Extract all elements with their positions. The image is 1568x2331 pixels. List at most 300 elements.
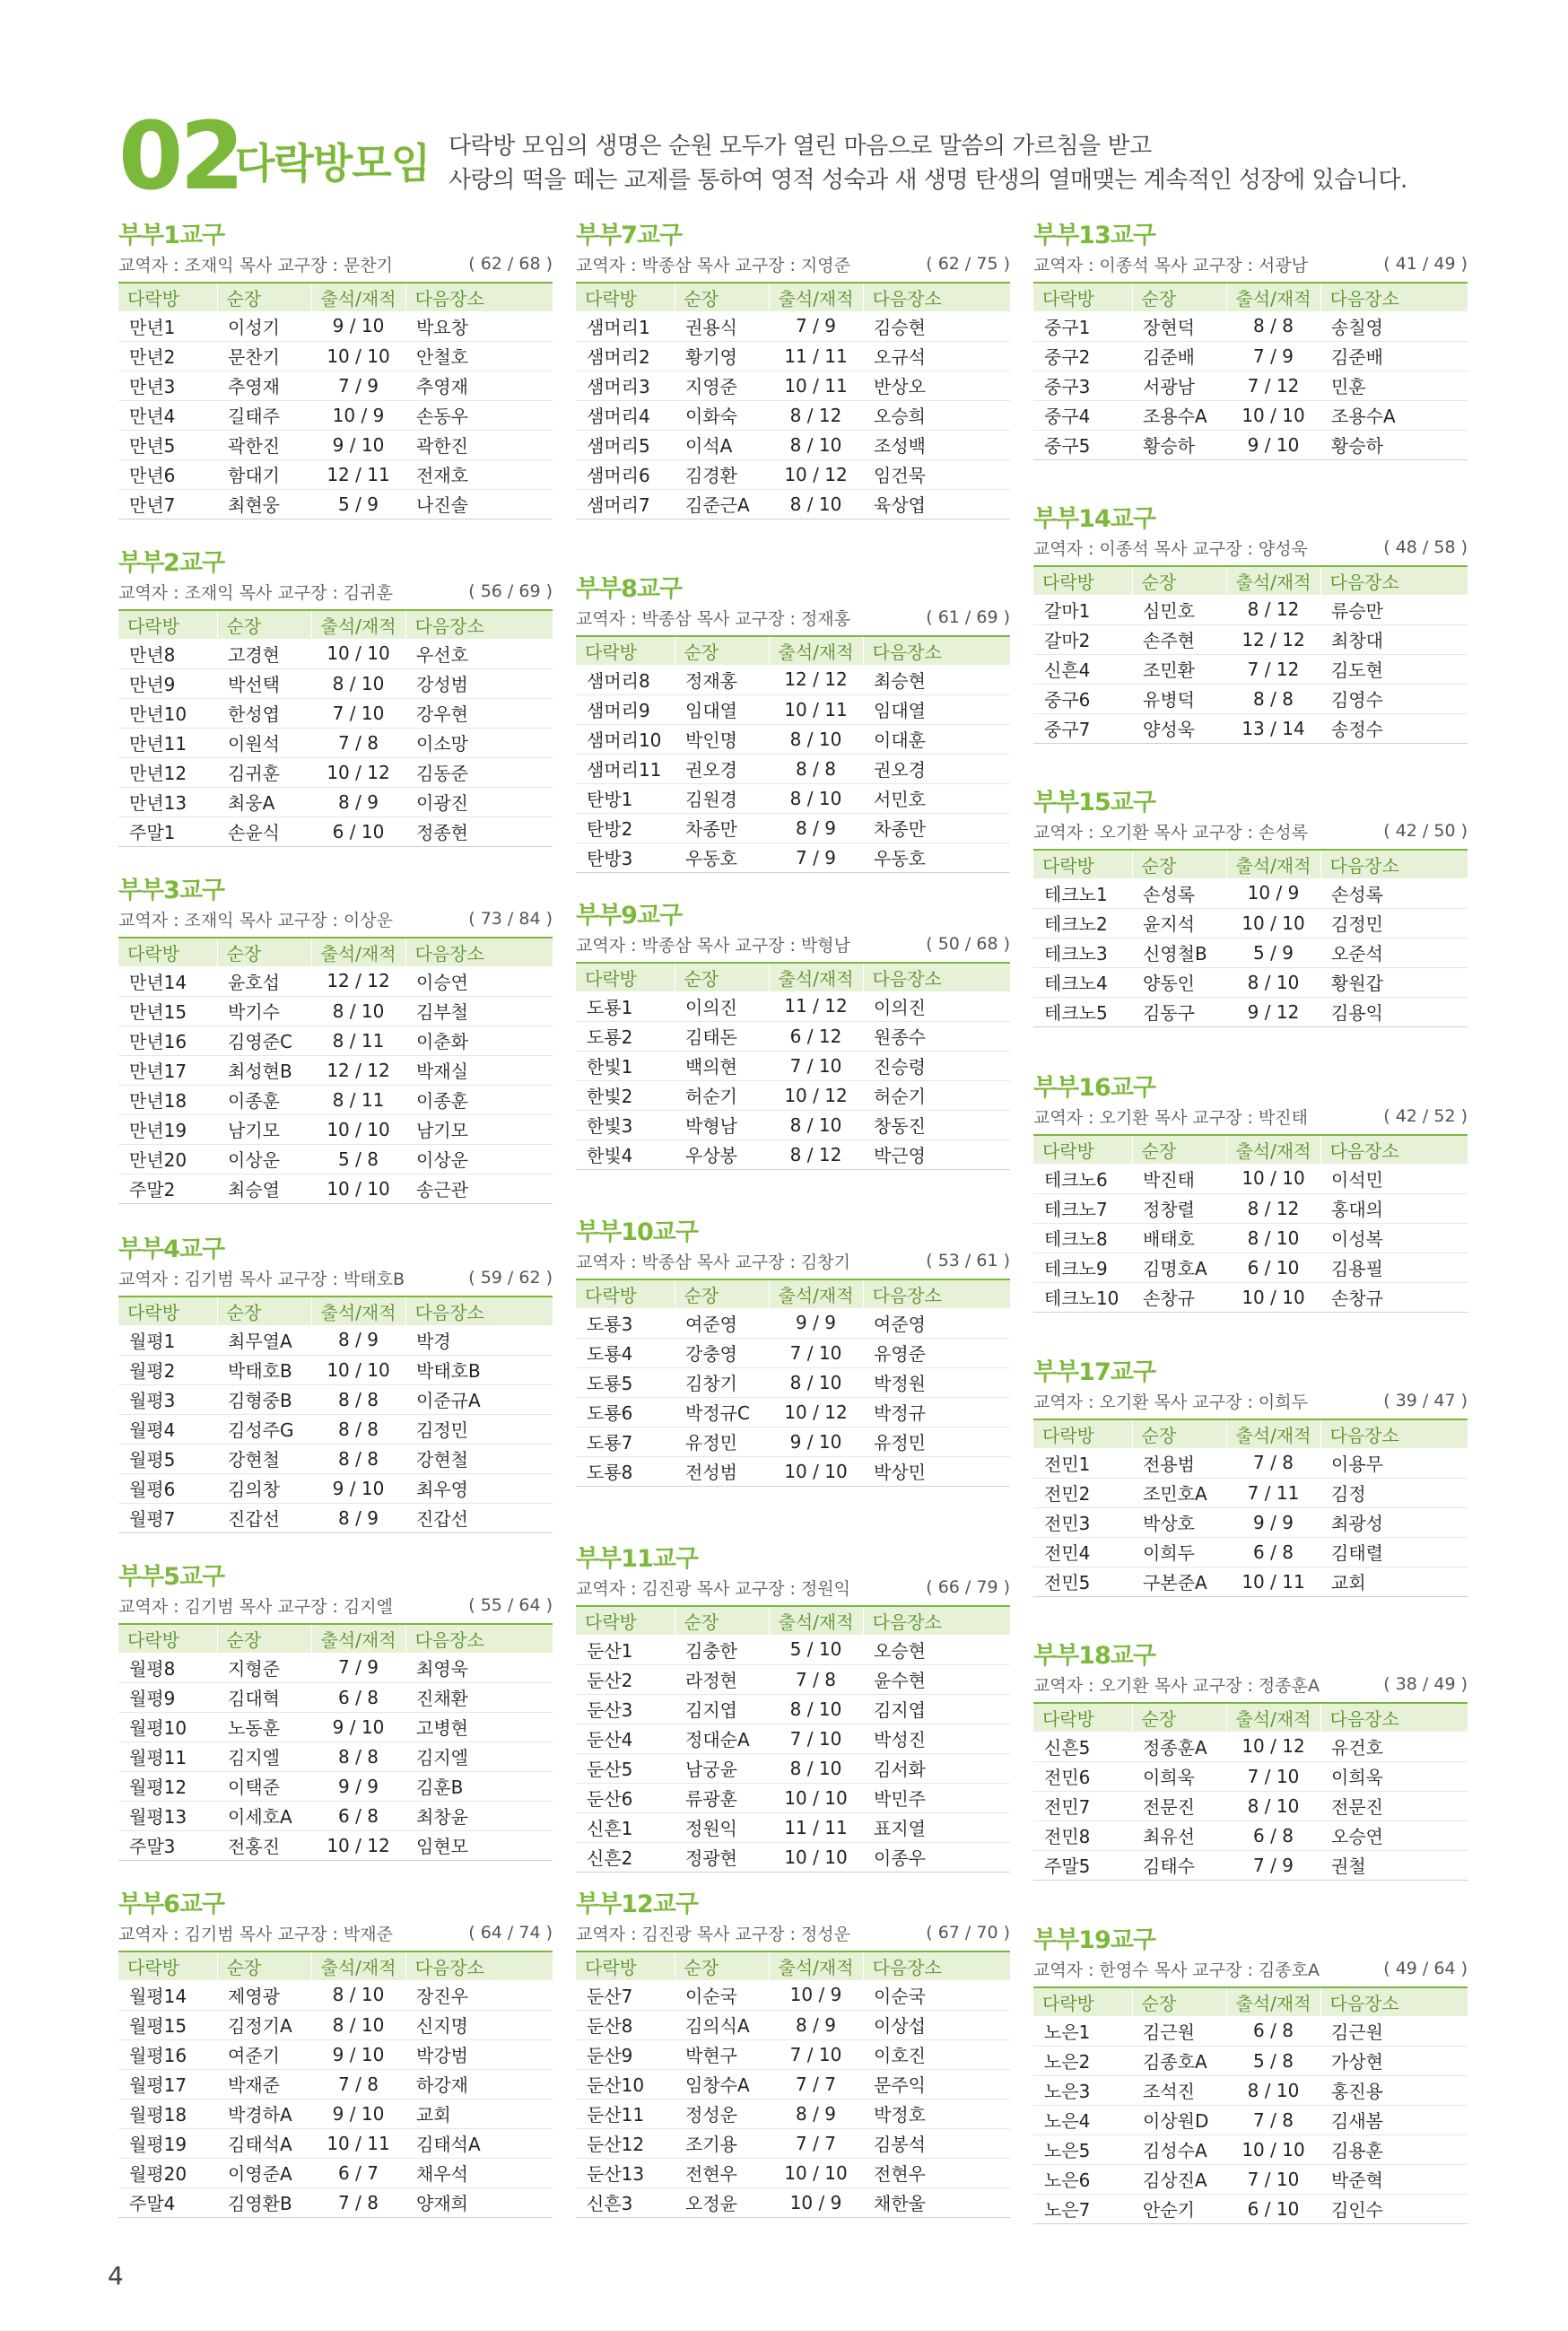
darakbang-cell: 월평14 [118, 1980, 217, 2010]
darakbang-cell: 테크노8 [1033, 1223, 1132, 1253]
leader-cell: 권용식 [675, 311, 769, 341]
next-place-cell: 우동호 [863, 842, 1010, 872]
table-row [576, 813, 1010, 842]
table-row [118, 371, 553, 400]
column-header: 출석/재적 [769, 1279, 863, 1308]
table-row [1033, 908, 1468, 938]
next-place-cell: 송정수 [1320, 713, 1468, 743]
leader-cell: 임대열 [675, 694, 769, 724]
intro-line-2: 사랑의 떡을 떼는 교제를 통하여 영적 성숙과 새 생명 탄생의 열매맺는 계속적인 성장에 있습니다. [449, 167, 1407, 194]
column-header: 다음장소 [863, 283, 1010, 311]
attendance-cell: 7 / 9 [1226, 1850, 1320, 1880]
leader-cell: 장현덕 [1132, 311, 1226, 341]
column-header: 출석/재적 [311, 1951, 405, 1980]
attendance-cell: 5 / 9 [311, 489, 405, 519]
table-row [576, 1110, 1010, 1139]
next-place-cell: 권철 [1320, 1850, 1468, 1880]
attendance-cell: 8 / 9 [769, 813, 863, 842]
darakbang-cell: 월평1 [118, 1325, 217, 1355]
column-header: 다음장소 [1320, 1419, 1468, 1448]
district-info [1033, 1672, 1468, 1697]
leader-cell: 강현철 [217, 1444, 311, 1473]
column-header: 다락방 [576, 636, 675, 665]
attendance-cell: 8 / 8 [1226, 311, 1320, 341]
district-info [1033, 1104, 1468, 1129]
leader-cell: 이의진 [675, 991, 769, 1021]
table-row [576, 2039, 1010, 2069]
next-place-cell: 김서화 [863, 1753, 1010, 1783]
darakbang-cell: 만년17 [118, 1055, 217, 1085]
table-row [118, 1682, 553, 1712]
next-place-cell: 박강범 [405, 2039, 553, 2069]
page-number: 4 [108, 2261, 124, 2291]
attendance-cell: 8 / 10 [1226, 967, 1320, 997]
leader-cell: 조용수A [1132, 400, 1226, 430]
next-place-cell: 박정원 [863, 1367, 1010, 1397]
attendance-cell: 10 / 9 [769, 1980, 863, 2010]
darakbang-cell: 중구1 [1033, 311, 1132, 341]
leader-cell: 곽한진 [217, 430, 311, 459]
darakbang-cell: 테크노10 [1033, 1282, 1132, 1312]
next-place-cell: 오준석 [1320, 938, 1468, 967]
leader-cell: 최승열 [217, 1174, 311, 1203]
leader-cell: 이종훈 [217, 1085, 311, 1114]
column-header: 다락방 [576, 283, 675, 311]
table-row [576, 459, 1010, 489]
darakbang-cell: 중구2 [1033, 341, 1132, 371]
table-row [576, 1338, 1010, 1367]
darakbang-cell: 테크노1 [1033, 878, 1132, 908]
column-header: 다락방 [118, 1296, 217, 1325]
attendance-cell: 7 / 10 [769, 1051, 863, 1080]
district-attendance-ratio: ( 42 / 52 ) [1383, 1106, 1468, 1126]
attendance-cell: 10 / 10 [311, 1114, 405, 1144]
next-place-cell: 최승현 [863, 665, 1010, 694]
table-row [118, 1414, 553, 1444]
attendance-cell: 7 / 12 [1226, 654, 1320, 684]
next-place-cell: 오규석 [863, 341, 1010, 371]
table-row [118, 1144, 553, 1174]
darakbang-cell: 월평20 [118, 2158, 217, 2187]
leader-cell: 김창기 [675, 1367, 769, 1397]
table-row [576, 2099, 1010, 2128]
next-place-cell: 최영욱 [405, 1653, 553, 1682]
next-place-cell: 박성진 [863, 1724, 1010, 1753]
table-row [1033, 2016, 1468, 2046]
table-row [118, 2039, 553, 2069]
darakbang-cell: 샘머리3 [576, 371, 675, 400]
table-row [576, 1427, 1010, 1456]
attendance-cell: 8 / 9 [311, 1325, 405, 1355]
darakbang-cell: 월평3 [118, 1384, 217, 1414]
district-title: 부부13교구 [1033, 222, 1155, 249]
district-attendance-ratio: ( 62 / 75 ) [926, 254, 1010, 274]
district-table [576, 1279, 1010, 1487]
table-row [118, 757, 553, 787]
leader-cell: 김영준C [217, 1026, 311, 1055]
district-attendance-ratio: ( 59 / 62 ) [468, 1268, 553, 1288]
leader-cell: 이원석 [217, 728, 311, 757]
next-place-cell: 이석민 [1320, 1164, 1468, 1193]
darakbang-cell: 둔산11 [576, 2099, 675, 2128]
leader-cell: 손윤식 [217, 816, 311, 846]
column-header: 순장 [1132, 1419, 1226, 1448]
district-title: 부부14교구 [1033, 505, 1155, 533]
attendance-cell: 9 / 10 [311, 2099, 405, 2128]
attendance-cell: 9 / 10 [311, 311, 405, 341]
section-header [118, 101, 1464, 214]
column-header: 출석/재적 [769, 1951, 863, 1980]
darakbang-cell: 테크노7 [1033, 1193, 1132, 1223]
table-row [1033, 713, 1468, 743]
attendance-cell: 8 / 8 [769, 754, 863, 783]
next-place-cell: 박정호 [863, 2099, 1010, 2128]
table-row [1033, 684, 1468, 713]
attendance-cell: 10 / 12 [311, 757, 405, 787]
leader-cell: 김태수 [1132, 1850, 1226, 1880]
table-row [1033, 1732, 1468, 1761]
next-place-cell: 김인수 [1320, 2194, 1468, 2223]
table-row [1033, 1537, 1468, 1567]
column-header: 다음장소 [863, 963, 1010, 991]
darakbang-cell: 테크노5 [1033, 997, 1132, 1026]
darakbang-cell: 샘머리9 [576, 694, 675, 724]
table-row [1033, 2135, 1468, 2164]
district-title: 부부19교구 [1033, 1926, 1155, 1954]
attendance-cell: 12 / 11 [311, 459, 405, 489]
column-header: 출석/재적 [311, 938, 405, 966]
attendance-cell: 10 / 10 [769, 2158, 863, 2187]
leader-cell: 김동구 [1132, 997, 1226, 1026]
district-staff: 교역자 : 조재익 목사 교구장 : 이상운 [118, 910, 393, 930]
district-18 [1033, 1641, 1468, 1881]
district-info [576, 1920, 1010, 1945]
darakbang-cell: 둔산3 [576, 1694, 675, 1724]
district-17 [1033, 1358, 1468, 1597]
attendance-cell: 7 / 10 [1226, 2164, 1320, 2194]
district-9 [576, 901, 1010, 1170]
table-header-row [576, 1606, 1010, 1635]
district-table [118, 282, 553, 519]
column-header: 다락방 [118, 1624, 217, 1653]
district-15 [1033, 788, 1468, 1027]
table-row [576, 1783, 1010, 1812]
darakbang-cell: 만년8 [118, 639, 217, 668]
column-header: 다락방 [1033, 1419, 1132, 1448]
column-header: 출석/재적 [1226, 1703, 1320, 1732]
column-header: 다음장소 [1320, 283, 1468, 311]
attendance-cell: 10 / 9 [769, 2187, 863, 2217]
leader-cell: 이영준A [217, 2158, 311, 2187]
leader-cell: 박선택 [217, 668, 311, 698]
leader-cell: 백의현 [675, 1051, 769, 1080]
leader-cell: 김충한 [675, 1635, 769, 1664]
leader-cell: 김태돈 [675, 1021, 769, 1051]
next-place-cell: 이종훈 [405, 1085, 553, 1114]
darakbang-cell: 둔산10 [576, 2069, 675, 2099]
district-info [118, 906, 553, 931]
next-place-cell: 김동준 [405, 757, 553, 787]
next-place-cell: 표지열 [863, 1812, 1010, 1842]
next-place-cell: 이종우 [863, 1842, 1010, 1872]
table-row [118, 1085, 553, 1114]
district-table [1033, 1134, 1468, 1313]
darakbang-cell: 도룡3 [576, 1308, 675, 1338]
leader-cell: 진갑선 [217, 1503, 311, 1532]
next-place-cell: 김용필 [1320, 1253, 1468, 1282]
leader-cell: 이화숙 [675, 400, 769, 430]
attendance-cell: 10 / 11 [311, 2128, 405, 2158]
attendance-cell: 6 / 10 [1226, 2194, 1320, 2223]
attendance-cell: 10 / 12 [769, 459, 863, 489]
district-attendance-ratio: ( 53 / 61 ) [926, 1251, 1010, 1270]
district-1 [118, 221, 553, 519]
next-place-cell: 김정민 [405, 1414, 553, 1444]
column-header: 순장 [675, 963, 769, 991]
table-row [1033, 1164, 1468, 1193]
table-row [576, 400, 1010, 430]
darakbang-cell: 중구7 [1033, 713, 1132, 743]
next-place-cell: 김용훈 [1320, 2135, 1468, 2164]
leader-cell: 서광남 [1132, 371, 1226, 400]
district-attendance-ratio: ( 66 / 79 ) [926, 1577, 1010, 1597]
table-header-row [1033, 850, 1468, 878]
leader-cell: 김상진A [1132, 2164, 1226, 2194]
darakbang-cell: 월평17 [118, 2069, 217, 2099]
darakbang-cell: 월평10 [118, 1712, 217, 1742]
district-staff: 교역자 : 박종삼 목사 교구장 : 정재홍 [576, 608, 850, 629]
table-header-row [1033, 566, 1468, 595]
next-place-cell: 김부철 [405, 996, 553, 1026]
next-place-cell: 박정규 [863, 1397, 1010, 1427]
darakbang-cell: 노은7 [1033, 2194, 1132, 2223]
column-header: 다락방 [576, 1951, 675, 1980]
table-row [576, 1308, 1010, 1338]
darakbang-cell: 중구5 [1033, 430, 1132, 459]
darakbang-cell: 전민1 [1033, 1448, 1132, 1478]
district-title: 부부12교구 [576, 1890, 698, 1918]
attendance-cell: 6 / 12 [769, 1021, 863, 1051]
leader-cell: 박진태 [1132, 1164, 1226, 1193]
leader-cell: 여준영 [675, 1308, 769, 1338]
district-table [576, 962, 1010, 1170]
darakbang-cell: 전민8 [1033, 1820, 1132, 1850]
district-staff: 교역자 : 박종삼 목사 교구장 : 박형남 [576, 935, 850, 956]
table-row [118, 1830, 553, 1860]
next-place-cell: 고병현 [405, 1712, 553, 1742]
leader-cell: 오정윤 [675, 2187, 769, 2217]
next-place-cell: 류승만 [1320, 595, 1468, 624]
table-header-row [576, 963, 1010, 991]
leader-cell: 김의창 [217, 1473, 311, 1503]
attendance-cell: 10 / 11 [769, 371, 863, 400]
district-12 [576, 1890, 1010, 2218]
column-header: 출석/재적 [311, 1624, 405, 1653]
table-header-row [1033, 1419, 1468, 1448]
district-staff: 교역자 : 김기범 목사 교구장 : 김지엘 [118, 1596, 393, 1617]
table-row [1033, 2046, 1468, 2075]
next-place-cell: 최우영 [405, 1473, 553, 1503]
next-place-cell: 김준배 [1320, 341, 1468, 371]
darakbang-cell: 테크노2 [1033, 908, 1132, 938]
next-place-cell: 김근원 [1320, 2016, 1468, 2046]
table-row [118, 966, 553, 996]
district-attendance-ratio: ( 73 / 84 ) [468, 909, 553, 929]
table-row [576, 2187, 1010, 2217]
darakbang-cell: 탄방2 [576, 813, 675, 842]
attendance-cell: 10 / 12 [311, 1830, 405, 1860]
column-header: 다음장소 [1320, 1703, 1468, 1732]
table-header-row [118, 938, 553, 966]
leader-cell: 이성기 [217, 311, 311, 341]
darakbang-cell: 둔산5 [576, 1753, 675, 1783]
next-place-cell: 우선호 [405, 639, 553, 668]
table-row [118, 639, 553, 668]
darakbang-cell: 만년6 [118, 459, 217, 489]
table-row [1033, 1253, 1468, 1282]
table-row [118, 430, 553, 459]
attendance-cell: 8 / 10 [769, 783, 863, 813]
table-row [118, 2099, 553, 2128]
table-row [576, 489, 1010, 519]
next-place-cell: 이소망 [405, 728, 553, 757]
district-staff: 교역자 : 오기환 목사 교구장 : 이희두 [1033, 1392, 1308, 1412]
attendance-cell: 10 / 11 [769, 694, 863, 724]
table-row [576, 1367, 1010, 1397]
attendance-cell: 6 / 8 [311, 1801, 405, 1830]
darakbang-cell: 테크노4 [1033, 967, 1132, 997]
leader-cell: 이희욱 [1132, 1761, 1226, 1791]
district-attendance-ratio: ( 49 / 64 ) [1383, 1959, 1468, 1978]
darakbang-cell: 노은2 [1033, 2046, 1132, 2075]
table-row [576, 665, 1010, 694]
darakbang-cell: 한빛1 [576, 1051, 675, 1080]
table-row [1033, 1448, 1468, 1478]
leader-cell: 황승하 [1132, 430, 1226, 459]
attendance-cell: 5 / 8 [1226, 2046, 1320, 2075]
district-info [118, 1593, 553, 1618]
column-header: 출석/재적 [1226, 566, 1320, 595]
leader-cell: 양동인 [1132, 967, 1226, 997]
district-staff: 교역자 : 오기환 목사 교구장 : 정종훈A [1033, 1675, 1320, 1696]
next-place-cell: 이용무 [1320, 1448, 1468, 1478]
column-header: 다음장소 [863, 1606, 1010, 1635]
table-row [576, 1397, 1010, 1427]
attendance-cell: 8 / 9 [769, 2010, 863, 2039]
table-row [118, 1801, 553, 1830]
column-header: 출석/재적 [769, 963, 863, 991]
darakbang-cell: 테크노9 [1033, 1253, 1132, 1282]
next-place-cell: 진갑선 [405, 1503, 553, 1532]
table-row [118, 311, 553, 341]
column-header: 출석/재적 [1226, 283, 1320, 311]
leader-cell: 지영준 [675, 371, 769, 400]
district-title: 부부16교구 [1033, 1074, 1155, 1102]
district-staff: 교역자 : 이종석 목사 교구장 : 양성욱 [1033, 538, 1308, 559]
attendance-cell: 5 / 10 [769, 1635, 863, 1664]
column-header: 순장 [1132, 566, 1226, 595]
column-header: 다음장소 [405, 1624, 553, 1653]
darakbang-cell: 만년19 [118, 1114, 217, 1144]
next-place-cell: 김정민 [1320, 908, 1468, 938]
attendance-cell: 7 / 9 [769, 842, 863, 872]
attendance-cell: 8 / 8 [311, 1384, 405, 1414]
leader-cell: 김태석A [217, 2128, 311, 2158]
darakbang-cell: 노은6 [1033, 2164, 1132, 2194]
table-row [118, 2158, 553, 2187]
district-19 [1033, 1925, 1468, 2224]
attendance-cell: 9 / 10 [311, 1712, 405, 1742]
darakbang-cell: 중구4 [1033, 400, 1132, 430]
darakbang-cell: 탄방3 [576, 842, 675, 872]
attendance-cell: 10 / 10 [769, 1842, 863, 1872]
table-header-row [118, 610, 553, 639]
district-table [576, 1605, 1010, 1873]
attendance-cell: 8 / 11 [311, 1026, 405, 1055]
leader-cell: 김의식A [675, 2010, 769, 2039]
table-row [576, 783, 1010, 813]
table-row [576, 842, 1010, 872]
darakbang-cell: 월평19 [118, 2128, 217, 2158]
table-header-row [1033, 1135, 1468, 1164]
leader-cell: 추영재 [217, 371, 311, 400]
next-place-cell: 이준규A [405, 1384, 553, 1414]
darakbang-cell: 만년16 [118, 1026, 217, 1055]
column-header: 다음장소 [405, 1296, 553, 1325]
next-place-cell: 권오경 [863, 754, 1010, 783]
district-table [576, 282, 1010, 519]
darakbang-cell: 샘머리6 [576, 459, 675, 489]
next-place-cell: 채우석 [405, 2158, 553, 2187]
darakbang-cell: 만년9 [118, 668, 217, 698]
leader-cell: 함대기 [217, 459, 311, 489]
leader-cell: 박형남 [675, 1110, 769, 1139]
attendance-cell: 6 / 10 [1226, 1253, 1320, 1282]
next-place-cell: 임대열 [863, 694, 1010, 724]
table-row [118, 1055, 553, 1085]
district-8 [576, 574, 1010, 873]
next-place-cell: 최창윤 [405, 1801, 553, 1830]
table-row [1033, 371, 1468, 400]
district-info [1033, 818, 1468, 843]
attendance-cell: 8 / 10 [311, 996, 405, 1026]
column-header: 순장 [1132, 283, 1226, 311]
district-attendance-ratio: ( 55 / 64 ) [468, 1595, 553, 1615]
table-row [576, 1980, 1010, 2010]
attendance-cell: 10 / 10 [1226, 2135, 1320, 2164]
table-header-row [118, 1624, 553, 1653]
district-staff: 교역자 : 조재익 목사 교구장 : 김귀훈 [118, 582, 393, 603]
district-title: 부부7교구 [576, 222, 683, 249]
attendance-cell: 10 / 9 [311, 400, 405, 430]
column-header: 다음장소 [1320, 1135, 1468, 1164]
darakbang-cell: 만년18 [118, 1085, 217, 1114]
column-header: 출석/재적 [1226, 850, 1320, 878]
table-row [1033, 938, 1468, 967]
column-header: 출석/재적 [1226, 1419, 1320, 1448]
leader-cell: 윤지석 [1132, 908, 1226, 938]
table-row [1033, 624, 1468, 654]
district-attendance-ratio: ( 50 / 68 ) [926, 934, 1010, 954]
next-place-cell: 나진솔 [405, 489, 553, 519]
section-number: 02 [118, 101, 241, 211]
attendance-cell: 8 / 11 [311, 1085, 405, 1114]
next-place-cell: 이대훈 [863, 724, 1010, 754]
table-row [576, 724, 1010, 754]
darakbang-cell: 노은4 [1033, 2105, 1132, 2135]
next-place-cell: 홍대의 [1320, 1193, 1468, 1223]
darakbang-cell: 도룡7 [576, 1427, 675, 1456]
